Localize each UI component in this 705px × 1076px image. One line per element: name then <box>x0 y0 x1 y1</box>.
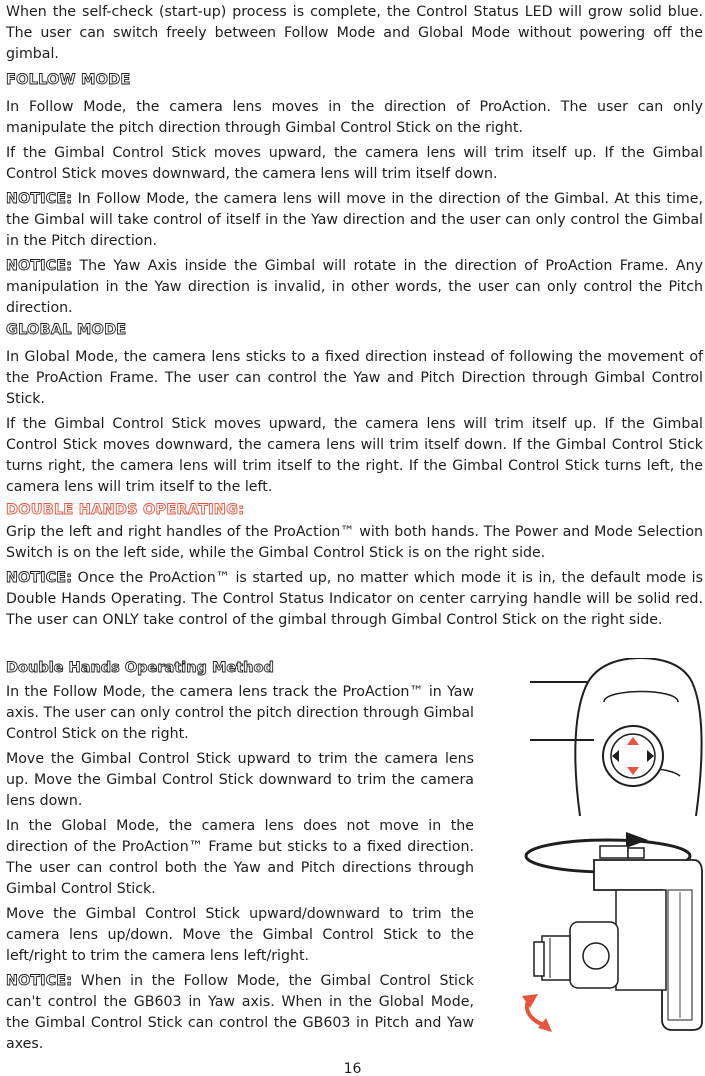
notice-label: NOTICE: <box>6 570 73 586</box>
follow-mode-p1: In Follow Mode, the camera lens moves in the direction of ProAction. The user can only manipulate the pitch direction through Gimbal Control Stick on the right. <box>6 99 703 136</box>
notice-text: When in the Follow Mode, the Gimbal Control Stick can't control the GB603 in Yaw axis. When in the Global Mode, the Gimbal Control Stick can control the GB603 in Pitch and Yaw axes. <box>6 973 474 1052</box>
follow-mode-notice-2 <box>6 256 703 319</box>
method-p1: In the Follow Mode, the camera lens track the ProAction™ in Yaw axis. The user can only control the pitch direction through Gimbal Control Stick on the right. <box>6 684 474 742</box>
follow-mode-notice-1 <box>6 189 703 252</box>
global-mode-heading: GLOBAL MODE <box>6 322 127 338</box>
notice-text: Once the ProAction™ is started up, no matter which mode it is in, the default mode is Double Hands Operating. The Control Status Indicator on center carrying handle will be solid red. The user can ONLY take control of the gimbal through Gimbal Control Stick on the right side. <box>6 570 703 628</box>
control-stick-illustration <box>528 658 704 818</box>
follow-mode-section <box>6 97 703 319</box>
notice-text: In Follow Mode, the camera lens will move in the direction of the Gimbal. At this time, the Gimbal will take control of itself in the Yaw direction and the user can only control the Gimbal in the Pitch direction. <box>6 191 703 249</box>
notice-label: NOTICE: <box>6 258 73 274</box>
method-section <box>6 682 474 1055</box>
page-number: 16 <box>343 1061 362 1076</box>
intro-paragraph: When the self-check (start-up) process is complete, the Control Status LED will grow solid blue. The user can switch freely between Follow Mode and Global Mode without powering off the gimbal. <box>6 4 703 62</box>
notice-text: The Yaw Axis inside the Gimbal will rotate in the direction of ProAction Frame. Any manipulation in the Yaw direction is invalid, in other words, the user can only control the Pitch direction. <box>6 258 703 316</box>
method-notice <box>6 971 474 1055</box>
double-hands-p1: Grip the left and right handles of the ProAction™ with both hands. The Power and Mode Selection Switch is on the left side, while the Gimbal Control Stick is on the right side. <box>6 524 703 561</box>
method-p3: In the Global Mode, the camera lens does not move in the direction of the ProAction™ Frame but sticks to a fixed direction. The user can control both the Yaw and Pitch directions through Gimbal Control Stick. <box>6 818 474 897</box>
pitch-arrow-up-icon <box>522 994 538 1008</box>
method-p2: Move the Gimbal Control Stick upward to trim the camera lens up. Move the Gimbal Control Stick downward to trim the camera lens down. <box>6 751 474 809</box>
global-mode-section <box>6 347 703 498</box>
yaw-rotation-arrow-icon <box>626 832 648 848</box>
method-heading: Double Hands Operating Method <box>6 660 274 676</box>
gimbal-illustration <box>508 826 704 1032</box>
double-hands-heading: DOUBLE HANDS OPERATING: <box>6 502 245 518</box>
follow-mode-p2: If the Gimbal Control Stick moves upward, the camera lens will trim itself up. If the Gimbal Control Stick moves downward, the camera lens will trim itself down. <box>6 145 703 182</box>
method-p4: Move the Gimbal Control Stick upward/downward to trim the camera lens up/down. Move the Gimbal Control Stick to the left/right to trim the camera lens left/right. <box>6 906 474 964</box>
follow-mode-heading: FOLLOW MODE <box>6 72 131 88</box>
double-hands-notice <box>6 568 703 631</box>
notice-label: NOTICE: <box>6 973 73 989</box>
global-mode-p1: In Global Mode, the camera lens sticks to a fixed direction instead of following the movement of the ProAction Frame. The user can control the Yaw and Pitch Direction through Gimbal Control Stick. <box>6 349 703 407</box>
global-mode-p2: If the Gimbal Control Stick moves upward, the camera lens will trim itself up. If the Gimbal Control Stick moves downward, the camera lens will trim itself down. If the Gimbal Control Stick turns right, the camera lens will trim itself to the right. If the Gimbal Control Stick turns left, the camera lens will trim itself to the left. <box>6 416 703 495</box>
notice-label: NOTICE: <box>6 191 73 207</box>
double-hands-section <box>6 522 703 631</box>
